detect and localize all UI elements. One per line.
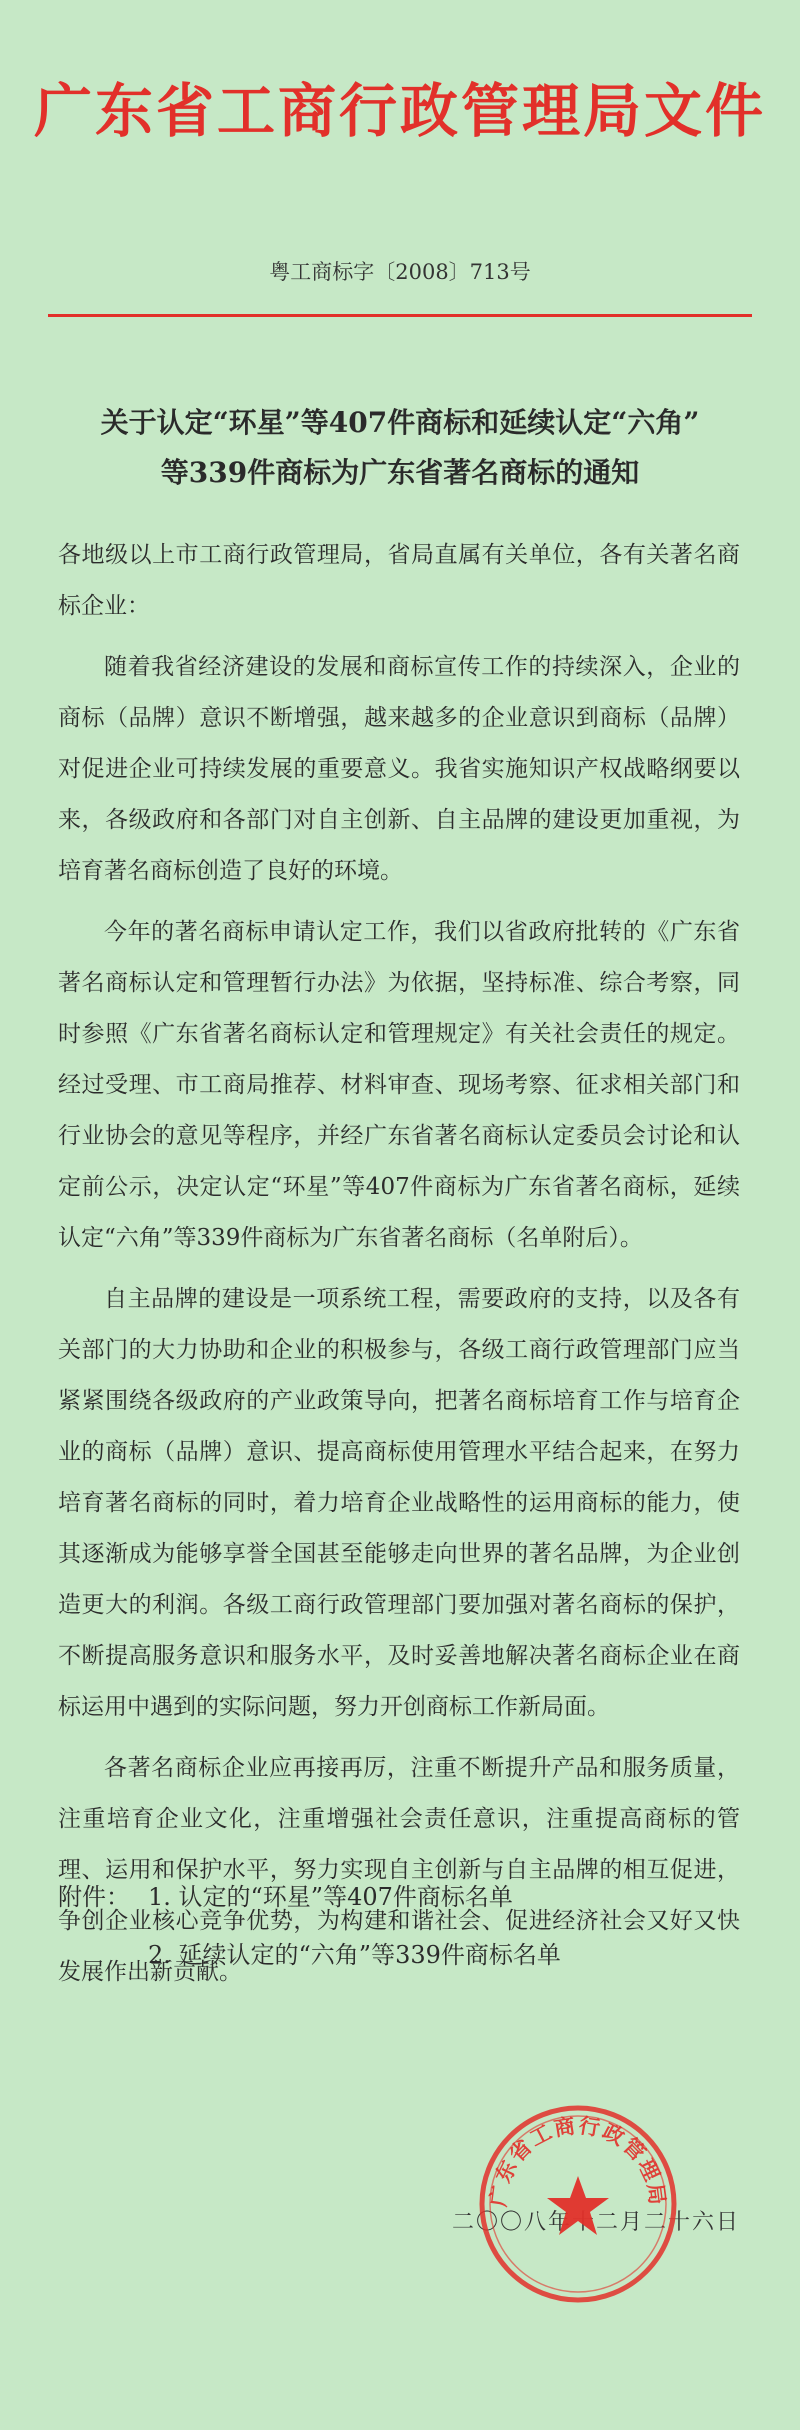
- body-paragraph-1: 随着我省经济建设的发展和商标宣传工作的持续深入，企业的商标（品牌）意识不断增强，越来越多的企业意识到商标（品牌）对促进企业可持续发展的重要意义。我省实施知识产权战略纲要以来，各级政府和各部门对自主创新、自主品牌的建设更加重视，为培育著名商标创造了良好的环境。: [58, 654, 740, 884]
- agency-title: 广东省工商行政管理局文件: [33, 77, 766, 145]
- attachment-item-2: 2. 延续认定的“六角”等339件商标名单: [148, 1941, 561, 1969]
- attachments-label: 附件：: [58, 1883, 130, 1911]
- document-number: 粤工商标字〔2008〕713号: [269, 260, 531, 284]
- notice-body: [58, 530, 740, 2008]
- notice-title: [60, 398, 740, 498]
- attachments: [58, 1868, 748, 1984]
- attachment-row: [58, 1926, 748, 1984]
- body-paragraph-2: 今年的著名商标申请认定工作，我们以省政府批转的《广东省著名商标认定和管理暂行办法》为依据，坚持标准、综合考察，同时参照《广东省著名商标认定和管理规定》有关社会责任的规定。经过受理、市工商局推荐、材料审查、现场考察、征求相关部门和行业协会的意见等程序，并经广东省著名商标认定委员会讨论和认定前公示，决定认定“环星”等407件商标为广东省著名商标，延续认定“六角”等339件商标为广东省著名商标（名单附后）。: [58, 919, 740, 1251]
- addressee: 各地级以上市工商行政管理局，省局直属有关单位，各有关著名商标企业：: [58, 542, 740, 619]
- attachment-row: [58, 1868, 748, 1926]
- seal-text: 广东省工商行政管理局: [486, 2113, 670, 2208]
- header-divider: [48, 314, 752, 317]
- notice-title-line-2: 等339件商标为广东省著名商标的通知: [160, 456, 640, 489]
- star-icon: [547, 2176, 609, 2235]
- body-paragraph-4: 各著名商标企业应再接再厉，注重不断提升产品和服务质量，注重培育企业文化，注重增强社会责任意识，注重提高商标的管理、运用和保护水平，努力实现自主创新与自主品牌的相互促进，争创企业核心竞争优势，为构建和谐社会、促进经济社会又好又快发展作出新贡献。: [58, 1755, 740, 1985]
- body-paragraph-3: 自主品牌的建设是一项系统工程，需要政府的支持，以及各有关部门的大力协助和企业的积极参与，各级工商行政管理部门应当紧紧围绕各级政府的产业政策导向，把著名商标培育工作与培育企业的商标（品牌）意识、提高商标使用管理水平结合起来，在努力培育著名商标的同时，着力培育企业战略性的运用商标的能力，使其逐渐成为能够享誉全国甚至能够走向世界的著名品牌，为企业创造更大的利润。各级工商行政管理部门要加强对著名商标的保护，不断提高服务意识和服务水平，及时妥善地解决著名商标企业在商标运用中遇到的实际问题，努力开创商标工作新局面。: [58, 1286, 740, 1720]
- notice-title-line-1: 关于认定“环星”等407件商标和延续认定“六角”: [100, 406, 700, 439]
- official-seal: [476, 2102, 680, 2306]
- attachment-item-1: 1. 认定的“环星”等407件商标名单: [148, 1883, 513, 1911]
- issue-date: 二〇〇八年十二月二十六日: [451, 2210, 740, 2235]
